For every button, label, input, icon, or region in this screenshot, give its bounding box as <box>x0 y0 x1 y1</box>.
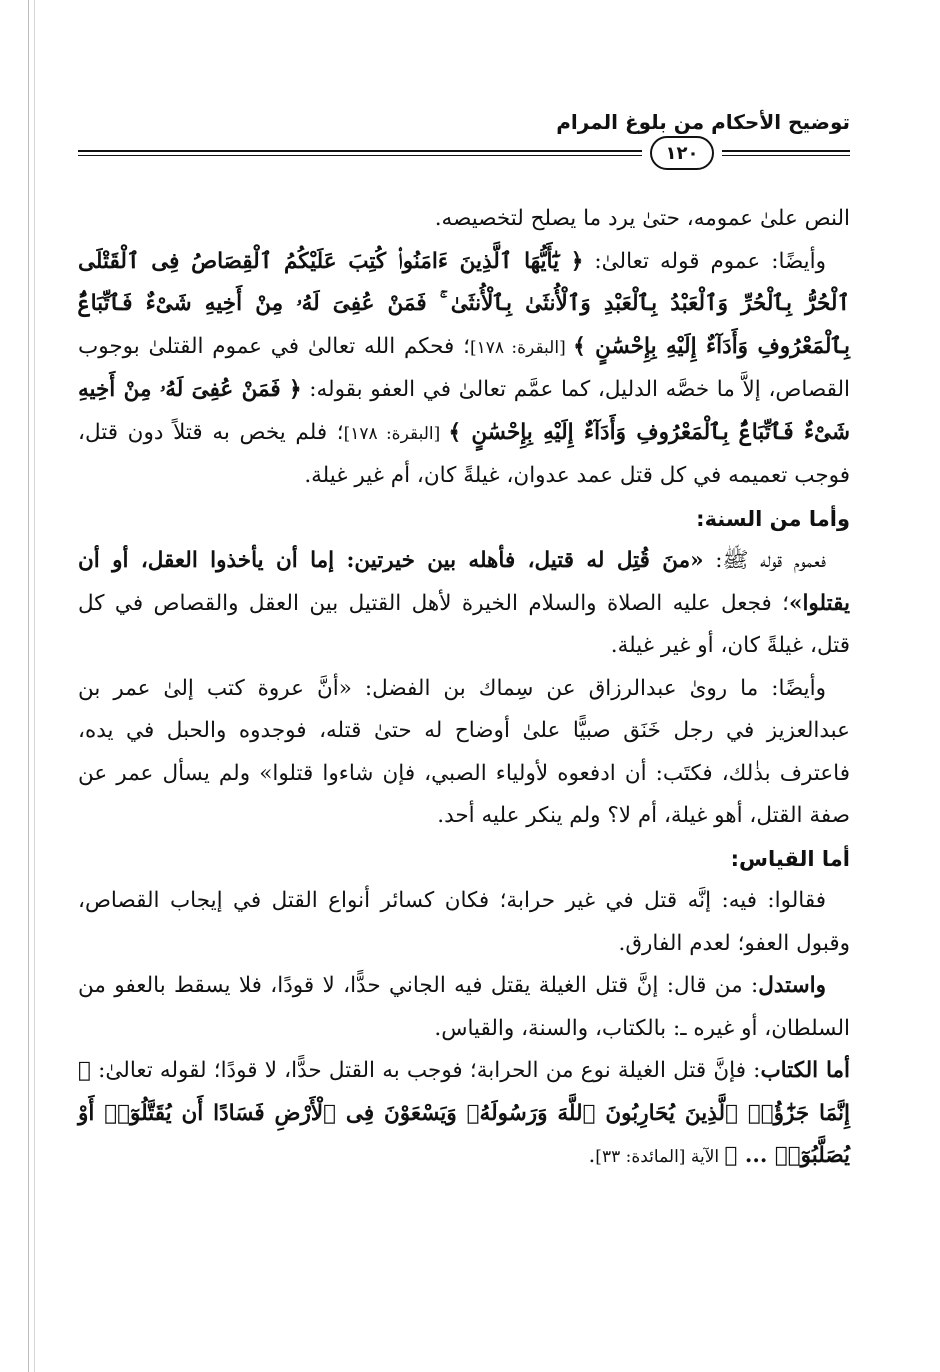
hadith-quote: «منَ قُتِل له قتيل، فأهله بين خيرتين: إما أن يأخذوا العقل، أو أن يقتلوا» <box>78 548 850 616</box>
paragraph: وأيضًا: ما روىٰ عبدالرزاق عن سِماك بن الفضل: «أنَّ عروة كتب إلىٰ عمر بن عبدالعزيز في رجل خَنَق صبيًّا علىٰ أوضاح له حتىٰ قتله، فوجدوه والحبل في يده، فاعترف بذٰلك، فكتَب: أن ادفعوه لأولياء الصبي، فإن شاءوا قتلوا» ولم يسأل عمر عن صفة القتل، أهو غيلة، أم لا؟ ولم ينكر عليه أحد. <box>78 675 850 828</box>
header-rule-right <box>722 150 850 152</box>
page-body <box>78 198 850 1179</box>
header-rule-right-thin <box>722 155 850 156</box>
section-heading-sunnah: وأما من السنة: <box>696 506 850 531</box>
verse-reference: [البقرة: ١٧٨] <box>343 423 449 444</box>
text-run: ؛ فجعل عليه الصلاة والسلام الخيرة لأهل القتيل بين العقل والقصاص في كل قتل، غيلةً كان، أو غير غيلة. <box>78 590 850 658</box>
text-run: : فإنَّ قتل الغيلة نوع من الحرابة؛ فوجب به القتل حدًّا، لا قودًا؛ لقوله تعالىٰ: <box>90 1058 761 1083</box>
text-run: : من قال: إنَّ قتل الغيلة يقتل فيه الجاني حدًّا، لا قودًا، فلا يسقط بالعفو من السلطان، أو غيره ـ: بالكتاب، والسنة، والقياس. <box>78 973 850 1041</box>
text-run-bold: أما الكتاب <box>760 1058 851 1083</box>
paragraph <box>78 241 850 498</box>
page-number: ١٢٠ <box>650 136 714 170</box>
scan-edge-line <box>28 0 29 1372</box>
text-run: ؛ فلم يخص به قتلاً دون قتل، فوجب تعميمه في كل قتل عمد عدوان، غيلةً كان، أم غير غيلة. <box>78 419 850 488</box>
header-rule-left-thin <box>78 155 642 156</box>
text-run: وأيضًا: عموم قوله تعالىٰ: <box>583 248 826 274</box>
verse-reference: [البقرة: ١٧٨] <box>470 337 574 358</box>
page-header <box>78 104 850 184</box>
text-run-bold: واستدل <box>758 973 826 998</box>
quran-verse: ﴿ إِنَّمَا جَزَٰٓؤُا۟ ٱلَّذِينَ يُحَارِبُونَ ٱللَّهَ وَرَسُولَهُۥ وَيَسْعَوْنَ فِى ٱلْأَرْضِ فَسَادًا أَن يُقَتَّلُوٓا۟ أَوْ يُصَلَّبُوٓا۟ ... ﴾ <box>78 1058 850 1168</box>
scan-edge-line-inner <box>34 0 35 1372</box>
text-run: فعموم قوله ﷺ: <box>703 548 826 573</box>
book-title: توضيح الأحكام من بلوغ المرام <box>556 110 850 134</box>
quran-verse: ﴿ فَمَنْ عُفِىَ لَهُۥ مِنْ أَخِيهِ شَىْءٌ فَٱتِّبَاعٌۢ بِٱلْمَعْرُوفِ وَأَدَآءٌ إِلَيْهِ بِإِحْسَٰنٍ ﴾ <box>78 377 850 445</box>
paragraph <box>78 965 850 1050</box>
text-run: ؛ فحكم الله تعالىٰ في عموم القتلىٰ بوجوب القصاص، إلاَّ ما خصَّه الدليل، كما عمَّم تعالىٰ في العفو بقوله: <box>78 333 850 402</box>
text-run: . <box>588 1143 596 1168</box>
header-rule-left <box>78 150 642 152</box>
paragraph <box>78 1050 850 1179</box>
paragraph: النص علىٰ عمومه، حتىٰ يرد ما يصلح لتخصيصه. <box>434 206 850 231</box>
paragraph: فقالوا: فيه: إنَّه قتل في غير حرابة؛ فكان كسائر أنواع القتل في إيجاب القصاص، وقبول العفو؛ لعدم الفارق. <box>78 888 850 956</box>
section-heading-qiyas: أما القياس: <box>730 846 850 871</box>
quran-verse: ﴿ يَٰٓأَيُّهَا ٱلَّذِينَ ءَامَنُوا۟ كُتِبَ عَلَيْكُمُ ٱلْقِصَاصُ فِى ٱلْقَتْلَى ٱلْحُرُّ بِٱلْحُرِّ وَٱلْعَبْدُ بِٱلْعَبْدِ وَٱلْأُنثَىٰ بِٱلْأُنثَىٰ ۚ فَمَنْ عُفِىَ لَهُۥ مِنْ أَخِيهِ شَىْءٌ فَٱتِّبَاعٌۢ بِٱلْمَعْرُوفِ وَأَدَآءٌ إِلَيْهِ بِإِحْسَٰنٍ ﴾ <box>78 248 850 359</box>
verse-reference: الآية [المائدة: ٣٣] <box>595 1147 725 1167</box>
paragraph <box>78 540 850 668</box>
